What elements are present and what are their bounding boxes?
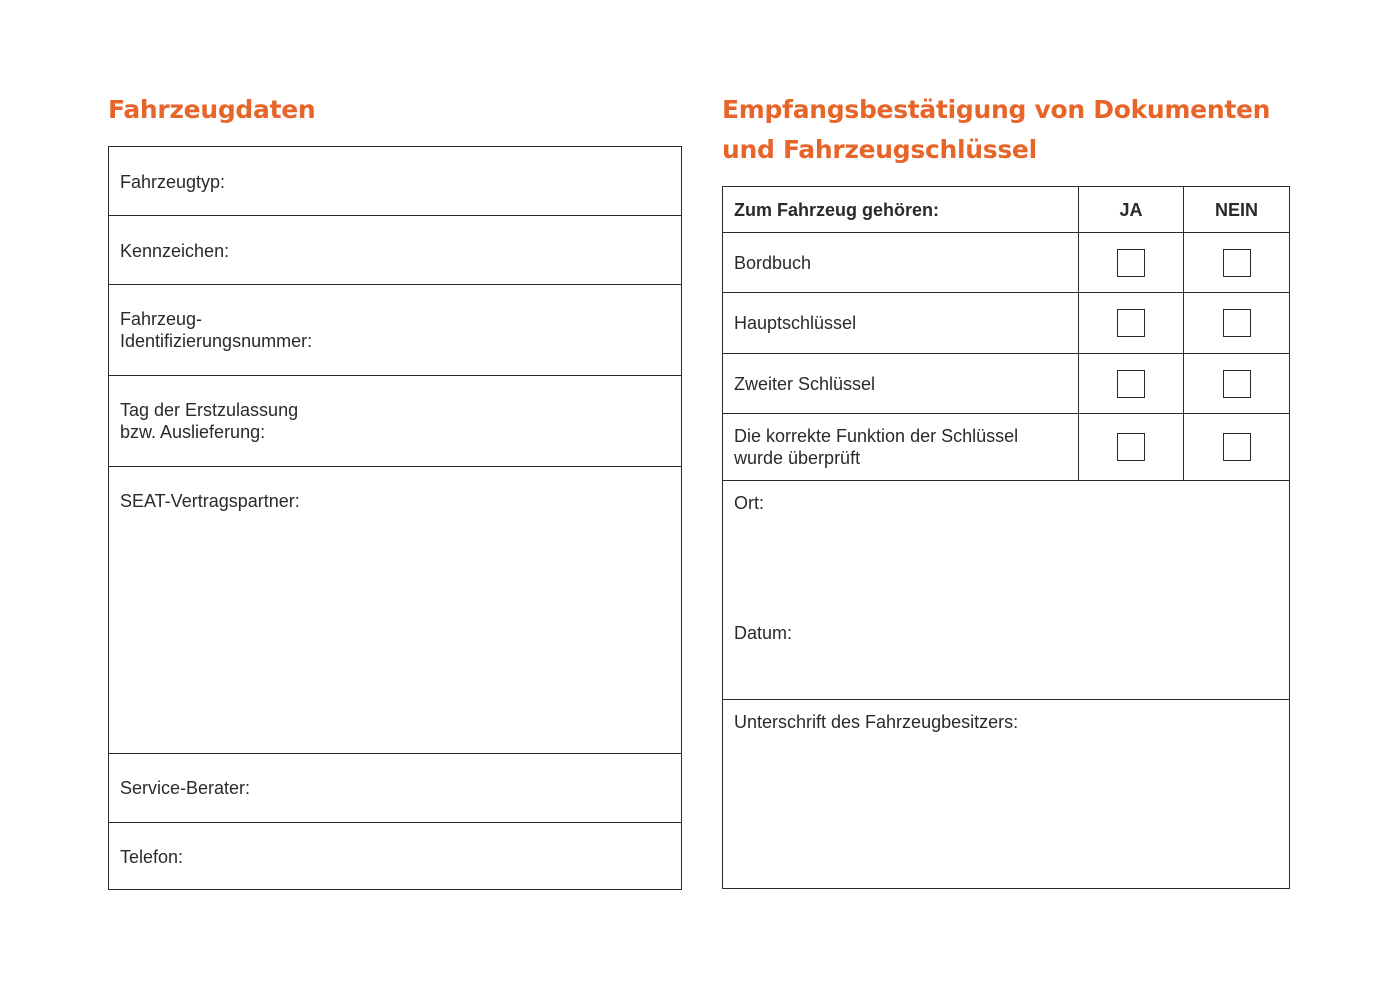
field-seat-partner[interactable]: [109, 467, 681, 754]
field-phone[interactable]: [109, 823, 681, 889]
vehicle-data-form: [108, 146, 682, 890]
table-header-row: [723, 187, 1289, 233]
table-row: [723, 354, 1289, 414]
place-label: Ort:: [734, 493, 764, 513]
yes-checkbox[interactable]: [1117, 370, 1145, 398]
item-label: Zweiter Schlüssel: [734, 374, 876, 394]
field-license-plate[interactable]: [109, 216, 681, 285]
field-first-registration-date[interactable]: [109, 376, 681, 467]
signature-field[interactable]: [723, 700, 1289, 888]
yes-checkbox[interactable]: [1117, 433, 1145, 461]
table-row: [723, 414, 1289, 481]
field-label: Service-Berater:: [120, 778, 251, 798]
yes-checkbox[interactable]: [1117, 309, 1145, 337]
table-row: [723, 293, 1289, 354]
signature-label: Unterschrift des Fahrzeugbesitzers:: [734, 712, 1019, 732]
item-label: Bordbuch: [734, 253, 812, 273]
no-checkbox[interactable]: [1223, 309, 1251, 337]
field-label: Fahrzeug- Identifizierungsnummer:: [120, 309, 313, 351]
item-label: Die korrekte Funktion der Schlüssel wurde überprüft: [734, 426, 1019, 468]
no-checkbox[interactable]: [1223, 249, 1251, 277]
field-service-advisor[interactable]: [109, 754, 681, 823]
item-label: Hauptschlüssel: [734, 313, 857, 333]
place-date-field[interactable]: [723, 481, 1289, 700]
date-label: Datum:: [734, 623, 793, 643]
field-label: Fahrzeugtyp:: [120, 172, 226, 192]
yes-checkbox[interactable]: [1117, 249, 1145, 277]
column-header-no: NEIN: [1214, 200, 1258, 220]
column-header-yes: JA: [1119, 200, 1143, 220]
no-checkbox[interactable]: [1223, 370, 1251, 398]
section-heading-receipt: Empfangsbestätigung von Dokumenten und Fahrzeugschlüssel: [722, 95, 1271, 164]
no-checkbox[interactable]: [1223, 433, 1251, 461]
column-header-item: Zum Fahrzeug gehören:: [734, 200, 940, 220]
receipt-form: [722, 186, 1290, 889]
field-label: Tag der Erstzulassung bzw. Auslieferung:: [120, 400, 299, 442]
field-label: SEAT-Vertragspartner:: [120, 491, 300, 511]
field-label: Telefon:: [120, 847, 184, 867]
field-vin[interactable]: [109, 285, 681, 376]
field-label: Kennzeichen:: [120, 241, 230, 261]
table-row: [723, 233, 1289, 293]
field-vehicle-type[interactable]: [109, 147, 681, 216]
section-heading-vehicle-data: Fahrzeugdaten: [108, 95, 316, 124]
